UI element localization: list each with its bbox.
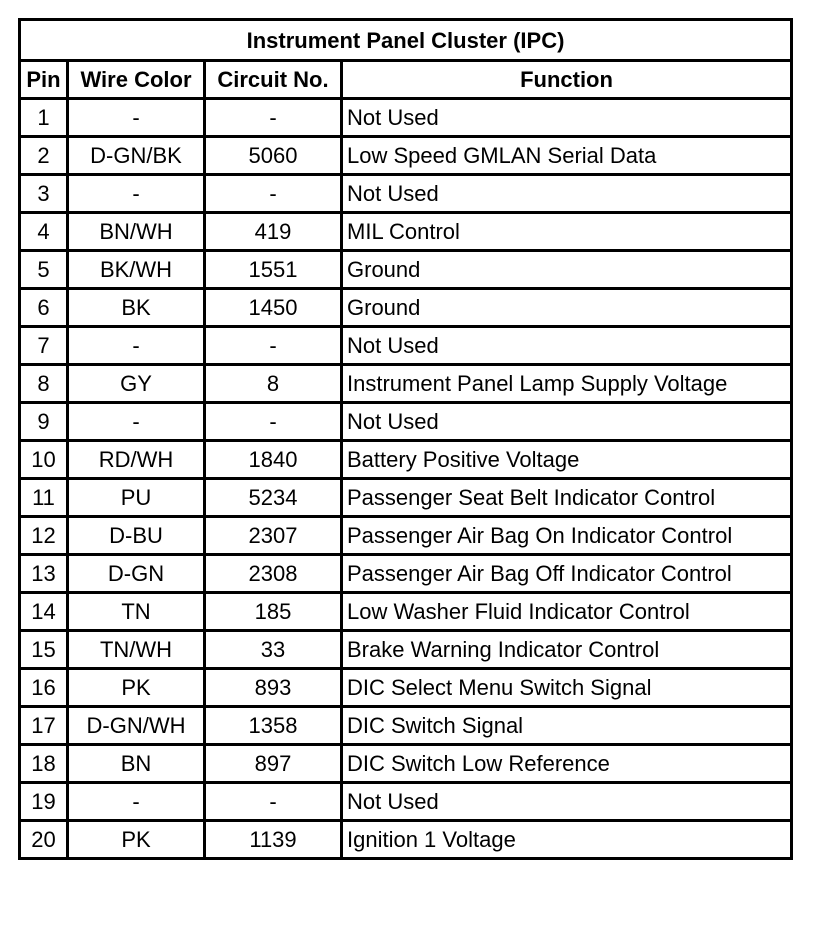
cell-pin: 9 (20, 403, 68, 441)
cell-pin: 4 (20, 213, 68, 251)
table-row (20, 669, 792, 707)
table-row (20, 555, 792, 593)
table-row (20, 707, 792, 745)
table-row (20, 745, 792, 783)
cell-wire-color: GY (68, 365, 205, 403)
header-wire-color: Wire Color (68, 61, 205, 99)
cell-circuit-no: - (205, 327, 342, 365)
table-row (20, 99, 792, 137)
cell-wire-color: - (68, 175, 205, 213)
table-row (20, 289, 792, 327)
cell-wire-color: BN/WH (68, 213, 205, 251)
header-function: Function (342, 61, 792, 99)
cell-circuit-no: 33 (205, 631, 342, 669)
cell-pin: 19 (20, 783, 68, 821)
cell-function: Not Used (342, 403, 792, 441)
cell-pin: 5 (20, 251, 68, 289)
header-circuit-no: Circuit No. (205, 61, 342, 99)
table-row (20, 441, 792, 479)
cell-wire-color: - (68, 99, 205, 137)
cell-function: DIC Switch Low Reference (342, 745, 792, 783)
table-title-row (20, 20, 792, 61)
cell-circuit-no: 1358 (205, 707, 342, 745)
cell-pin: 7 (20, 327, 68, 365)
cell-function: Low Washer Fluid Indicator Control (342, 593, 792, 631)
cell-wire-color: BK/WH (68, 251, 205, 289)
cell-pin: 2 (20, 137, 68, 175)
cell-circuit-no: 1551 (205, 251, 342, 289)
table-row (20, 479, 792, 517)
cell-function: Passenger Air Bag Off Indicator Control (342, 555, 792, 593)
cell-circuit-no: 2307 (205, 517, 342, 555)
table-row (20, 631, 792, 669)
cell-circuit-no: 419 (205, 213, 342, 251)
cell-function: Instrument Panel Lamp Supply Voltage (342, 365, 792, 403)
cell-wire-color: PU (68, 479, 205, 517)
cell-pin: 14 (20, 593, 68, 631)
table-row (20, 403, 792, 441)
table-row (20, 175, 792, 213)
cell-function: Not Used (342, 327, 792, 365)
cell-circuit-no: 5234 (205, 479, 342, 517)
cell-pin: 8 (20, 365, 68, 403)
cell-circuit-no: - (205, 403, 342, 441)
cell-pin: 18 (20, 745, 68, 783)
cell-pin: 20 (20, 821, 68, 859)
cell-circuit-no: 1139 (205, 821, 342, 859)
cell-pin: 17 (20, 707, 68, 745)
cell-wire-color: D-GN/WH (68, 707, 205, 745)
cell-function: Battery Positive Voltage (342, 441, 792, 479)
table-row (20, 783, 792, 821)
table-row (20, 213, 792, 251)
cell-wire-color: D-GN (68, 555, 205, 593)
cell-wire-color: - (68, 403, 205, 441)
cell-function: DIC Select Menu Switch Signal (342, 669, 792, 707)
table-row (20, 365, 792, 403)
ipc-connector-table (18, 18, 793, 860)
table-row (20, 517, 792, 555)
cell-circuit-no: 8 (205, 365, 342, 403)
table-row (20, 327, 792, 365)
cell-function: Passenger Seat Belt Indicator Control (342, 479, 792, 517)
cell-wire-color: PK (68, 821, 205, 859)
cell-wire-color: BN (68, 745, 205, 783)
cell-pin: 6 (20, 289, 68, 327)
cell-function: Ground (342, 289, 792, 327)
cell-pin: 12 (20, 517, 68, 555)
table-row (20, 821, 792, 859)
cell-function: DIC Switch Signal (342, 707, 792, 745)
cell-function: Not Used (342, 99, 792, 137)
cell-circuit-no: 1840 (205, 441, 342, 479)
table-row (20, 137, 792, 175)
cell-pin: 11 (20, 479, 68, 517)
cell-wire-color: TN (68, 593, 205, 631)
cell-function: Ground (342, 251, 792, 289)
cell-function: Not Used (342, 783, 792, 821)
cell-wire-color: PK (68, 669, 205, 707)
table-row (20, 251, 792, 289)
cell-function: Brake Warning Indicator Control (342, 631, 792, 669)
cell-wire-color: D-GN/BK (68, 137, 205, 175)
cell-circuit-no: - (205, 99, 342, 137)
table-row (20, 593, 792, 631)
cell-wire-color: - (68, 327, 205, 365)
cell-function: Low Speed GMLAN Serial Data (342, 137, 792, 175)
cell-wire-color: TN/WH (68, 631, 205, 669)
cell-circuit-no: 5060 (205, 137, 342, 175)
cell-pin: 1 (20, 99, 68, 137)
cell-pin: 3 (20, 175, 68, 213)
cell-circuit-no: 1450 (205, 289, 342, 327)
cell-pin: 15 (20, 631, 68, 669)
cell-circuit-no: - (205, 783, 342, 821)
cell-wire-color: BK (68, 289, 205, 327)
cell-circuit-no: 2308 (205, 555, 342, 593)
cell-function: Ignition 1 Voltage (342, 821, 792, 859)
cell-wire-color: RD/WH (68, 441, 205, 479)
header-pin: Pin (20, 61, 68, 99)
cell-pin: 13 (20, 555, 68, 593)
cell-circuit-no: 897 (205, 745, 342, 783)
cell-pin: 16 (20, 669, 68, 707)
cell-pin: 10 (20, 441, 68, 479)
cell-circuit-no: - (205, 175, 342, 213)
cell-wire-color: D-BU (68, 517, 205, 555)
cell-circuit-no: 185 (205, 593, 342, 631)
cell-function: Not Used (342, 175, 792, 213)
table-title: Instrument Panel Cluster (IPC) (20, 20, 792, 61)
cell-function: Passenger Air Bag On Indicator Control (342, 517, 792, 555)
cell-wire-color: - (68, 783, 205, 821)
cell-function: MIL Control (342, 213, 792, 251)
table-header-row (20, 61, 792, 99)
cell-circuit-no: 893 (205, 669, 342, 707)
